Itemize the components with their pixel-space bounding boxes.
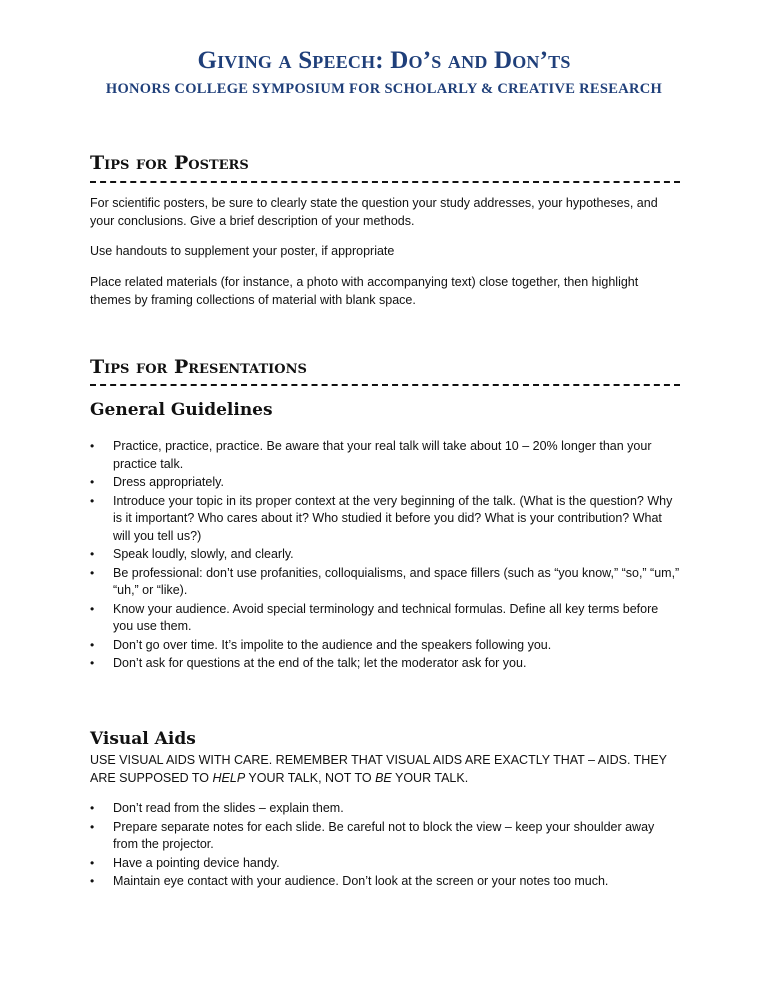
list-item: • Be professional: don’t use profanities, colloquialisms, and space fillers (such as “you know,” “so,” “um,” “uh,” or “like).: [90, 565, 680, 597]
subheading-general-guidelines: General Guidelines: [90, 400, 273, 420]
list-item: • Don’t read from the slides – explain them.: [90, 801, 344, 815]
list-item: • Don’t ask for questions at the end of the talk; let the moderator ask for you.: [90, 656, 527, 670]
section-divider-presentations: [90, 384, 680, 386]
page-title: Giving a Speech: Do’s and Don’ts: [197, 47, 571, 74]
section-heading-presentations: Tips for Presentations: [90, 356, 307, 378]
list-item: • Have a pointing device handy.: [90, 855, 280, 870]
page-subtitle: HONORS COLLEGE SYMPOSIUM FOR SCHOLARLY & CREATIVE RESEARCH: [105, 81, 663, 97]
posters-paragraph-2: Use handouts to supplement your poster, if appropriate: [90, 244, 395, 258]
posters-paragraph-1: For scientific posters, be sure to clearly state the question your study addresses, your hypotheses, and your conclusions. Give a brief description of your methods.: [90, 196, 658, 228]
list-item: • Dress appropriately.: [90, 475, 224, 489]
list-item: • Know your audience. Avoid special terminology and technical formulas. Define all key terms before you use them.: [90, 601, 659, 633]
posters-paragraph-3: Place related materials (for instance, a photo with accompanying text) close together, then highlight themes by framing collections of material with blank space.: [90, 275, 639, 307]
section-divider-posters: [90, 181, 680, 183]
list-item: • Don’t go over time. It’s impolite to the audience and the speakers following you.: [90, 637, 552, 652]
subheading-visual-aids: Visual Aids: [90, 729, 196, 749]
visual-aids-intro: USE VISUAL AIDS WITH CARE. REMEMBER THAT VISUAL AIDS ARE EXACTLY THAT – AIDS. THEY ARE SUPPOSED TO HELP YOUR TALK, NOT TO BE YOUR TALK.: [90, 753, 667, 785]
list-item: • Prepare separate notes for each slide. Be careful not to block the view – keep your shoulder away from the projector.: [90, 819, 655, 851]
list-item: • Speak loudly, slowly, and clearly.: [90, 547, 294, 561]
section-heading-posters: Tips for Posters: [90, 152, 249, 174]
general-guidelines-list: [90, 438, 680, 674]
list-item: • Practice, practice, practice. Be aware that your real talk will take about 10 – 20% longer than your practice talk.: [90, 439, 652, 471]
list-item: • Introduce your topic in its proper context at the very beginning of the talk. (What is the question? Why is it important? Who cares about it? Who studied it before you did? What is your contribution? What will you tell us?): [90, 493, 673, 543]
list-item: • Maintain eye contact with your audience. Don’t look at the screen or your notes too much.: [90, 874, 609, 888]
visual-aids-list: [90, 800, 680, 892]
